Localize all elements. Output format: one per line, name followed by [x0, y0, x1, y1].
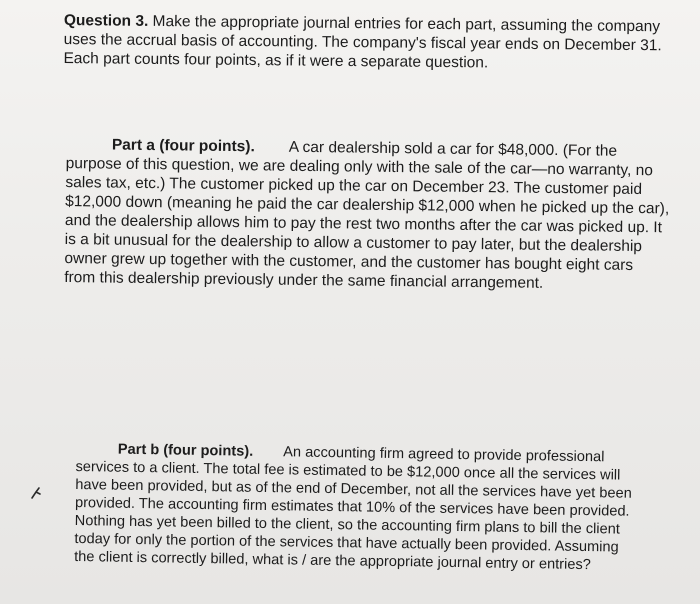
part-b-line-7: the client is correctly billed, what is / are the appropriate journal entry or entries?	[74, 548, 591, 574]
question-heading: Question 3.	[63, 11, 149, 30]
part-b-line-5: Nothing has yet been billed to the client, so the accounting firm plans to bill the client	[74, 512, 620, 538]
pen-mark-icon	[30, 486, 42, 500]
part-b-paragraph	[74, 440, 632, 575]
part-a-line-7: owner grew up together with the customer, and the customer has bought eight cars	[64, 249, 634, 274]
part-a-line-8: from this dealership previously under the same financial arrangement.	[64, 268, 544, 292]
question-line-1: Make the appropriate journal entries for each part, assuming the company	[148, 12, 661, 36]
part-a-line-5: and the dealership allows him to pay the rest two months after the car was picked up. It	[64, 211, 663, 237]
part-b-line-2: services to a client. The total fee is estimated to be $12,000 once all the services will	[75, 458, 621, 484]
question-line-3: Each part counts four points, as if it were a separate question.	[63, 49, 489, 72]
question-line-2: uses the accrual basis of accounting. The company's fiscal year ends on December 31.	[63, 30, 662, 55]
part-b-line-1: An accounting firm agreed to provide professional	[283, 444, 605, 466]
part-a-line-2: purpose of this question, we are dealing only with the sale of the car—no warranty, no	[65, 154, 654, 180]
part-a-line-1: A car dealership sold a car for $48,000. (For the	[288, 138, 618, 160]
part-a-heading: Part a (four points).	[111, 136, 255, 156]
part-a-line-3: sales tax, etc.) The customer picked up the car on December 23. The customer paid	[65, 173, 643, 199]
part-a-line-6: is a bit unusual for the dealership to allow a customer to pay later, but the dealership	[64, 230, 643, 256]
part-b-line-4: provided. The accounting firm estimates that 10% of the services have been provided.	[74, 494, 630, 520]
part-b-line-6: today for only the portion of the services that have actually been provided. Assuming	[74, 530, 619, 556]
part-a-paragraph	[64, 135, 670, 294]
question-3-intro	[63, 11, 662, 74]
part-b-line-3: have been provided, but as of the end of December, not all the services have yet been	[75, 476, 632, 502]
part-b-heading: Part b (four points).	[117, 441, 254, 460]
part-a-line-4: $12,000 down (meaning he paid the car dealership $12,000 when he picked up the car),	[65, 192, 670, 218]
